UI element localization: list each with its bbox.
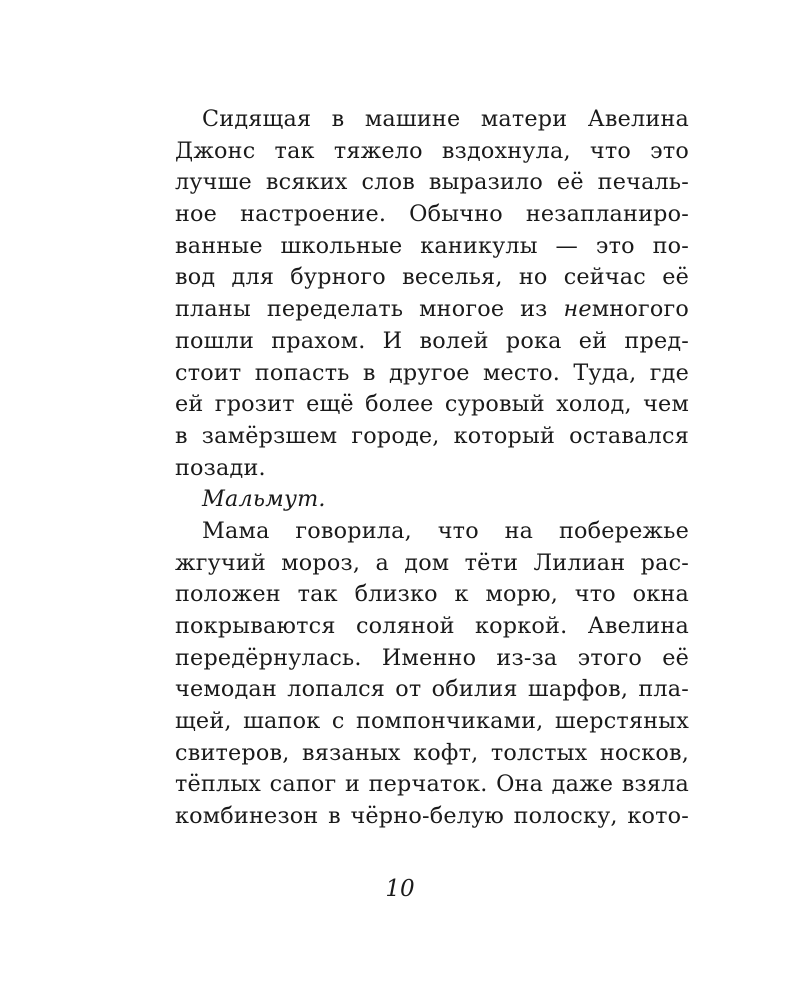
text-line: комбинезон в чёрно-белую полоску, кото-	[175, 803, 689, 830]
text-line: в замёрзшем городе, который оставался	[175, 422, 689, 449]
text-line: покрываются соляной коркой. Авелина	[175, 613, 689, 639]
text-line: ванные школьные каникулы — это по-	[175, 232, 689, 259]
text-line: щей, шапок с помпончиками, шерстяных	[175, 708, 689, 735]
text-line: тёплых сапог и перчаток. Она даже взяла	[175, 771, 689, 798]
text-line: лучше всяких слов выразило её печаль-	[175, 169, 689, 196]
text-line: стоит попасть в другое место. Туда, где	[175, 359, 689, 386]
text-line: жгучий мороз, а дом тёти Лилиан рас-	[175, 549, 689, 576]
body-text	[175, 104, 689, 833]
text-fragment: планы переделать многое из	[175, 296, 564, 323]
text-line: ей грозит ещё более суровый холод, чем	[175, 391, 689, 418]
text-line: свитеров, вязаных кофт, толстых носков,	[175, 739, 689, 766]
text-line: позади.	[175, 454, 266, 481]
page-number: 10	[385, 876, 415, 902]
text-line: Джонс так тяжело вздохнула, что это	[175, 137, 689, 164]
italic-emphasis: не	[563, 296, 592, 323]
text-line: ное настроение. Обычно незапланиро-	[175, 201, 689, 228]
text-line: Мама говорила, что на побережье	[202, 517, 689, 544]
text-line: Сидящая в машине матери Авелина	[202, 106, 689, 132]
text-fragment: многого	[591, 296, 689, 323]
text-line: вод для бурного веселья, но сейчас её	[175, 264, 689, 291]
italic-paragraph: Мальмут.	[202, 486, 326, 513]
text-line: положен так близко к морю, что окна	[175, 581, 689, 608]
text-line: пошли прахом. И волей рока ей пред-	[175, 327, 689, 354]
text-line: чемодан лопался от обилия шарфов, пла-	[175, 676, 689, 703]
text-line: передёрнулась. Именно из-за этого её	[175, 644, 689, 671]
text-line-with-italic	[175, 294, 689, 326]
